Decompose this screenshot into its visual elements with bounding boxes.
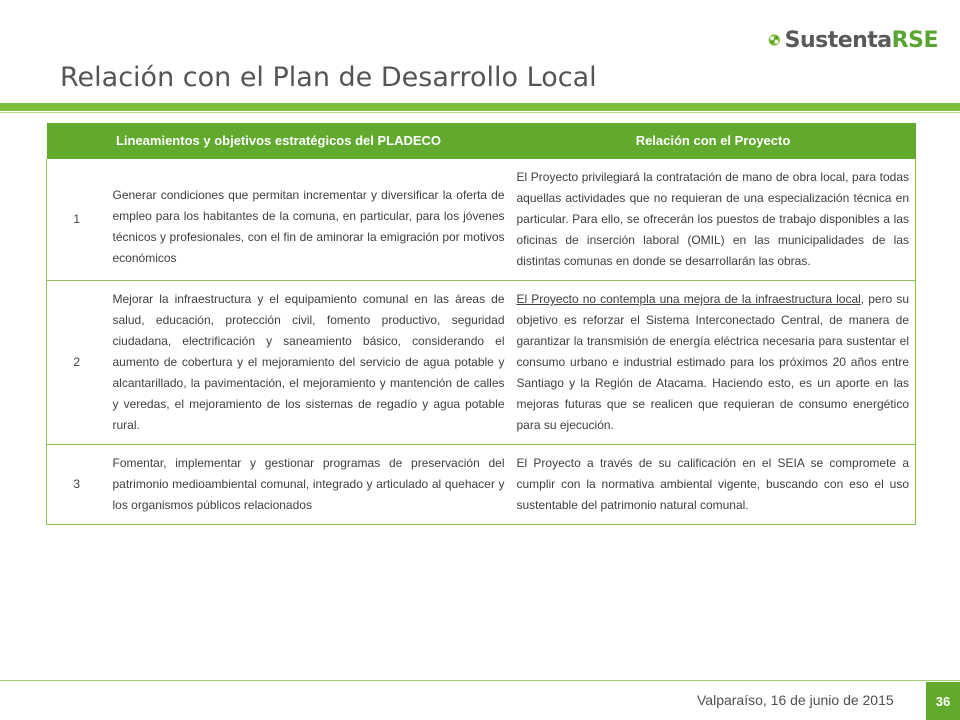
row-objective: Mejorar la infraestructura y el equipamiento comunal en las áreas de salud, educación, protección civil, fomento productivo, seguridad ciudadana, electrificación y saneamiento básico, considerando el aumento de cobertura y el mejoramiento del servicio de agua potable y alcantarillado, la pavimentación, el mejoramiento y mantención de calles y veredas, el mejoramiento de los sistemas de regadío y agua potable rural. xyxy=(107,281,511,445)
table-header-row xyxy=(47,123,916,159)
table-row xyxy=(47,159,916,281)
logo-text: SustentaRSE xyxy=(784,27,938,53)
relation-underlined: El Proyecto no contempla una mejora de la infraestructura local xyxy=(516,292,861,306)
logo xyxy=(768,20,938,60)
footer-divider xyxy=(0,680,960,681)
row-objective: Fomentar, implementar y gestionar programas de preservación del patrimonio medioambiental comunal, integrado y articulado al quehacer y los organismos públicos relacionados xyxy=(107,445,511,525)
pladeco-table xyxy=(46,123,916,525)
row-number: 1 xyxy=(47,159,107,281)
row-relation: El Proyecto a través de su calificación en el SEIA se compromete a cumplir con la normativa ambiental vigente, buscando con eso el uso sustentable del patrimonio natural comunal. xyxy=(511,445,916,525)
row-relation: El Proyecto privilegiará la contratación de mano de obra local, para todas aquellas actividades que no requieran de una especialización técnica en particular. Para ello, se ofrecerán los puestos de trabajo disponibles a las oficinas de inserción laboral (OMIL) en las municipalidades de las distintas comunas en donde se desarrollarán las obras. xyxy=(511,159,916,281)
table-row xyxy=(47,281,916,445)
puzzle-logo-icon xyxy=(768,21,781,59)
row-number: 2 xyxy=(47,281,107,445)
table-row xyxy=(47,445,916,525)
row-objective: Generar condiciones que permitan incrementar y diversificar la oferta de empleo para los habitantes de la comuna, en particular, para los jóvenes técnicos y profesionales, con el fin de aminorar la emigración por motivos económicos xyxy=(107,159,511,281)
relation-rest: , pero su objetivo es reforzar el Sistema Interconectado Central, de manera de garantizar la transmisión de energía eléctrica necesaria para sustentar el consumo urbano e industrial estimado para los próximos 20 años entre Santiago y la Región de Atacama. Haciendo esto, es un aporte en las mejoras futuras que se realicen que requieran de consumo energético para su ejecución. xyxy=(516,292,909,432)
footer-date: Valparaíso, 16 de junio de 2015 xyxy=(697,692,894,708)
page-title: Relación con el Plan de Desarrollo Local xyxy=(60,62,597,93)
title-divider-thin xyxy=(0,112,960,113)
page-number: 36 xyxy=(926,682,960,720)
row-relation xyxy=(511,281,916,445)
title-divider xyxy=(0,103,960,111)
header-relation: Relación con el Proyecto xyxy=(511,123,916,159)
header-objectives: Lineamientos y objetivos estratégicos del PLADECO xyxy=(47,123,511,159)
row-number: 3 xyxy=(47,445,107,525)
